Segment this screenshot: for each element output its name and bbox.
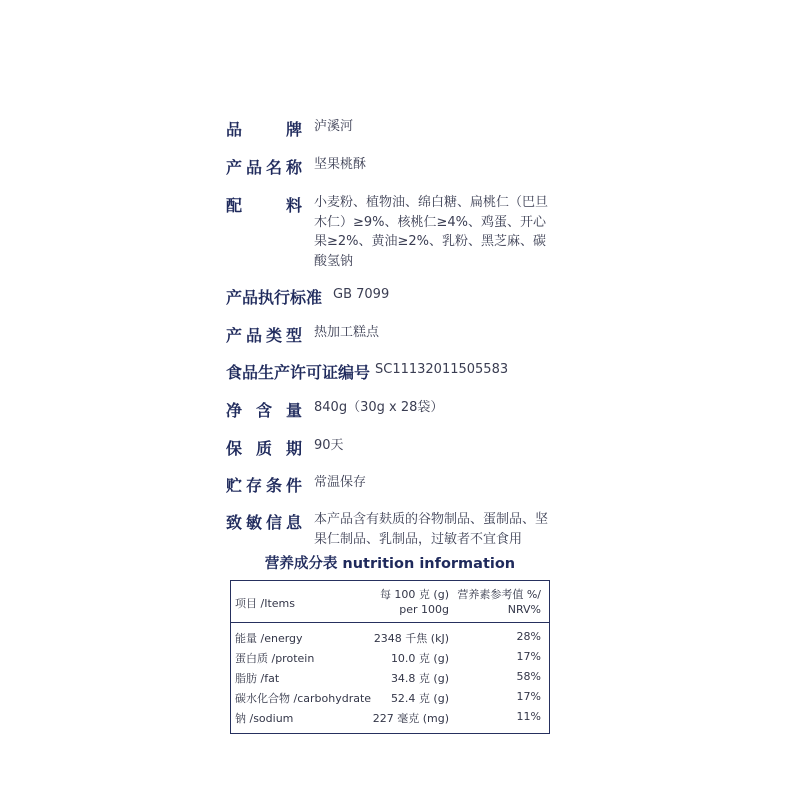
spec-label-product-type: 产 品 类 型 (226, 326, 302, 345)
nutrient-nrv: 11% (516, 710, 541, 723)
nutrient-amount: 227 毫克 (mg) (372, 712, 449, 725)
nutrient-amount: 34.8 克 (g) (390, 672, 449, 685)
nutrient-name: 钠 /sodium (235, 712, 294, 725)
header-nrv-line2: NRV% (507, 603, 541, 616)
header-nrv (457, 587, 541, 617)
nutrition-table (230, 580, 550, 734)
spec-value-license: SC11132011505583 (375, 362, 509, 377)
spec-value-net-content: 840g（30g x 28袋） (314, 400, 444, 415)
spec-value-product-type: 热加工糕点 (314, 325, 380, 340)
header-per-100g-line1: 每 100 克 (g) (379, 588, 449, 601)
nutrient-nrv: 17% (516, 650, 541, 663)
spec-label-net-content: 净 含 量 (226, 401, 302, 420)
nutrient-amount: 10.0 克 (g) (390, 652, 449, 665)
nutrient-amount: 52.4 克 (g) (390, 692, 449, 705)
nutrient-nrv: 17% (516, 690, 541, 703)
spec-label-storage: 贮 存 条 件 (226, 476, 302, 495)
spec-value-brand: 泸溪河 (314, 119, 354, 134)
nutrient-nrv: 28% (516, 630, 541, 643)
nutrient-name: 脂肪 /fat (235, 672, 280, 685)
spec-value-allergen: 本产品含有麸质的谷物制品、蛋制品、坚果仁制品、乳制品，过敏者不宜食用 (314, 512, 549, 547)
nutrient-name: 碳水化合物 /carbohydrate (235, 692, 372, 705)
spec-label-ingredients: 配 料 (226, 196, 302, 215)
header-nrv-line1: 营养素参考值 %/ (457, 588, 541, 601)
spec-label-product-name: 产 品 名 称 (226, 158, 302, 177)
header-per-100g-line2: per 100g (399, 603, 449, 616)
spec-label-allergen: 致 敏 信 息 (226, 513, 302, 532)
spec-value-shelf-life: 90天 (314, 438, 344, 453)
spec-value-storage: 常温保存 (314, 475, 367, 490)
table-row (231, 628, 549, 648)
nutrient-name: 能量 /energy (235, 632, 303, 645)
nutrient-nrv: 58% (516, 670, 541, 683)
spec-value-standard: GB 7099 (333, 287, 390, 302)
spec-label-license: 食品生产许可证编号 (226, 363, 371, 382)
nutrient-amount: 2348 千焦 (kJ) (373, 632, 449, 645)
table-row (231, 648, 549, 668)
spec-value-product-name: 坚果桃酥 (314, 157, 367, 172)
header-items: 项目 /Items (235, 597, 295, 610)
table-row (231, 708, 549, 728)
table-row (231, 668, 549, 688)
nutrition-table-title: 营养成分表 nutrition information (264, 556, 516, 572)
spec-label-shelf-life: 保 质 期 (226, 439, 302, 458)
table-row (231, 688, 549, 708)
header-per-100g (373, 587, 449, 617)
nutrition-table-header (231, 581, 549, 623)
spec-value-ingredients: 小麦粉、植物油、绵白糖、扁桃仁（巴旦木仁）≥9%、核桃仁≥4%、鸡蛋、开心果≥2%、黄油≥2%、乳粉、黑芝麻、碳酸氢钠 (314, 195, 549, 269)
spec-label-standard: 产品执行标准 (226, 288, 323, 307)
spec-label-brand: 品 牌 (226, 120, 302, 139)
nutrient-name: 蛋白质 /protein (235, 652, 315, 665)
